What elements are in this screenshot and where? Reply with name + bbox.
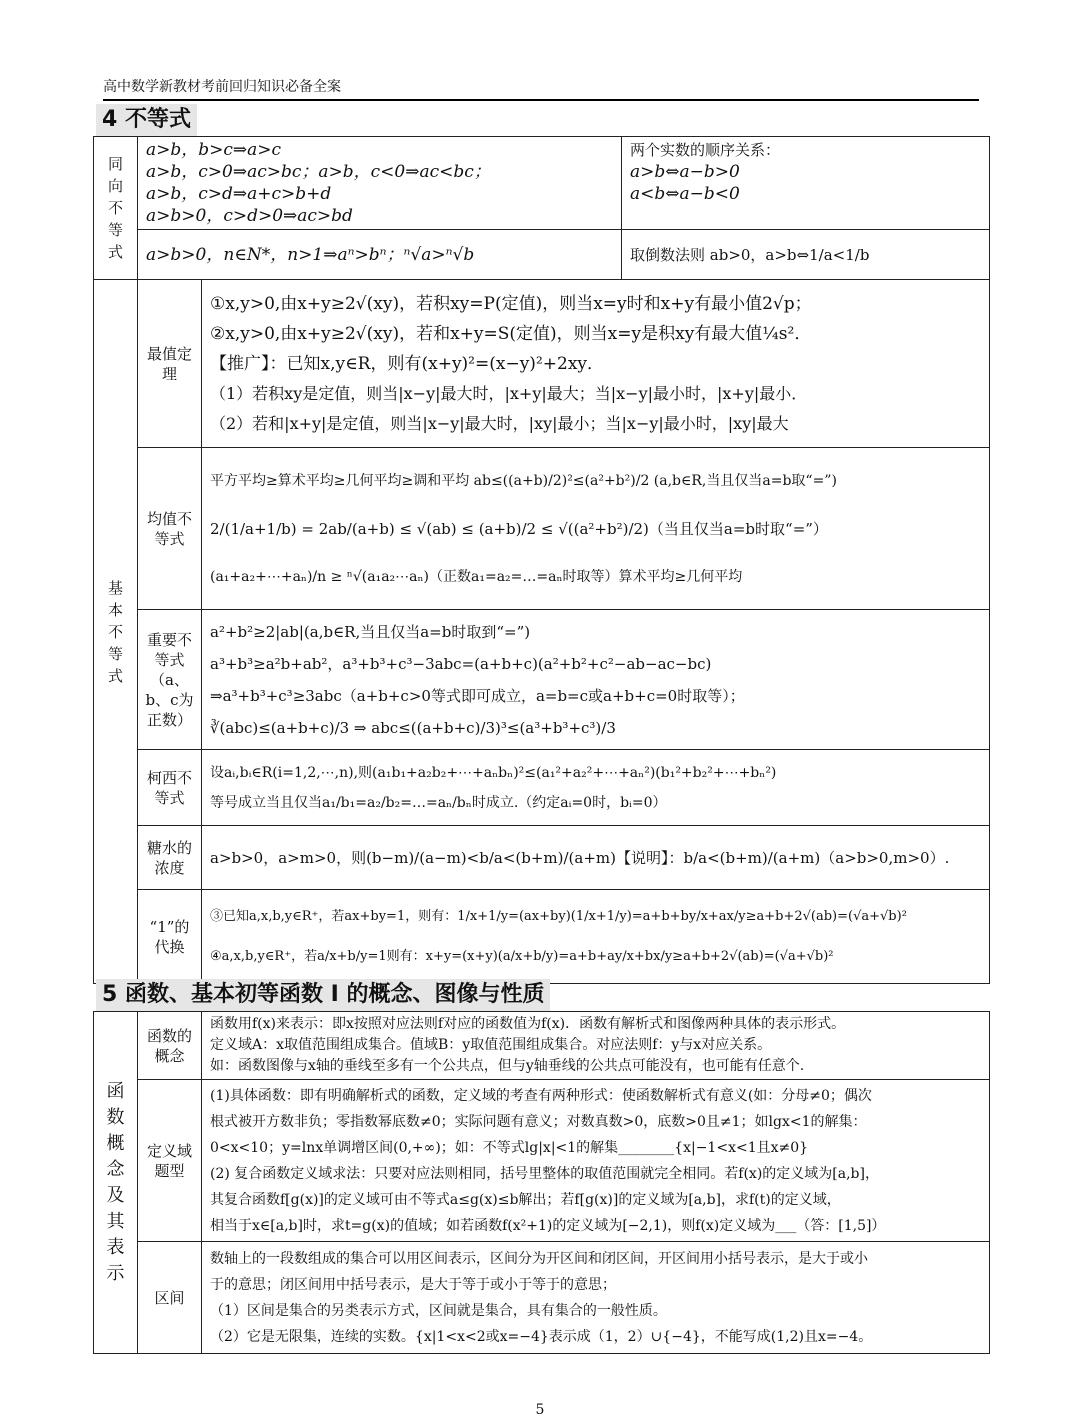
label-zuizhi: 最值定理: [138, 280, 202, 448]
reciprocal-rule: 取倒数法则 ab>0，a>b⇔1/a<1/b: [622, 230, 990, 280]
section-4-title: 4 不等式: [96, 104, 197, 136]
yi-content: ③已知a,x,b,y∈R⁺，若ax+by=1，则有：1/x+1/y=(ax+by)(1/x+1/y)=a+b+by/x+ax/y≥a+b+2√(ab)=(√a+√b)² ④a,x,b,y∈R⁺，若a/x+b/y=1则有：x+y=(x+y)(a/x+b/y)=a+b+ay/x+bx/y≥a+b+2√(ab)=(√a+√b)²: [202, 890, 990, 984]
label-jiben: 基本不等式: [94, 280, 138, 984]
qujian-content: 数轴上的一段数组成的集合可以用区间表示，区间分为开区间和闭区间，开区间用小括号表示，是大于或小 于的意思；闭区间用中括号表示，是大于等于或小于等于的意思； （1）区间是集合的另类表示方式，区间就是集合，具有集合的一般性质。 （2）它是无限集，连续的实数。{x|1<x<2或x=−4}表示成（1，2）∪{−4}，不能写成(1,2)且x=−4。: [202, 1242, 990, 1354]
label-dingyiyu: 定义域题型: [138, 1080, 202, 1242]
label-tongxiang: 同向不等式: [94, 137, 138, 280]
label-yi: “1”的代换: [138, 890, 202, 984]
label-junzhi: 均值不等式: [138, 448, 202, 610]
page-number: 5: [535, 1402, 545, 1418]
inequality-table: [93, 136, 990, 984]
label-qujian: 区间: [138, 1242, 202, 1354]
tangshui-content: a>b>0，a>m>0，则(b−m)/(a−m)<b/a<(b+m)/(a+m)【说明】：b/a<(b+m)/(a+m)（a>b>0,m>0）.: [202, 826, 990, 890]
kexi-content: 设aᵢ,bᵢ∈R(i=1,2,⋯,n),则(a₁b₁+a₂b₂+⋯+aₙbₙ)²≤(a₁²+a₂²+⋯+aₙ²)(b₁²+b₂²+⋯+bₙ²) 等号成立当且仅当a₁/b₁=a₂/b₂=…=aₙ/bₙ时成立.（约定aᵢ=0时，bᵢ=0）: [202, 750, 990, 826]
tongxiang-rules: a>b，b>c⇒a>c a>b，c>0⇒ac>bc；a>b，c<0⇒ac<bc； a>b，c>d⇒a+c>b+d a>b>0，c>d>0⇒ac>bd: [138, 137, 622, 230]
section-5-title: 5 函数、基本初等函数 I 的概念、图像与性质: [96, 979, 550, 1011]
power-rule: a>b>0，n∈N*，n>1⇒aⁿ>bⁿ；ⁿ√a>ⁿ√b: [138, 230, 622, 280]
zuizhi-content: ①x,y>0,由x+y≥2√(xy)，若积xy=P(定值)，则当x=y时和x+y有最小值2√p； ②x,y>0,由x+y≥2√(xy)，若和x+y=S(定值)，则当x=y是积xy有最大值¼s²． 【推广】：已知x,y∈R，则有(x+y)²=(x−y)²+2xy． （1）若积xy是定值，则当|x−y|最大时，|x+y|最大；当|x−y|最小时，|x+y|最小． （2）若和|x+y|是定值，则当|x−y|最大时，|xy|最小；当|x−y|最小时，|xy|最大: [202, 280, 990, 448]
page-header: 高中数学新教材考前回归知识必备全案: [103, 76, 979, 101]
order-relation: 两个实数的顺序关系： a>b⇔a−b>0 a<b⇔a−b<0: [622, 137, 990, 230]
gainian-content: 函数用f(x)来表示：即x按照对应法则f对应的函数值为f(x)．函数有解析式和图像两种具体的表示形式。 定义域A：x取值范围组成集合。值域B：y取值范围组成集合。对应法则f：y与x对应关系。 如：函数图像与x轴的垂线至多有一个公共点，但与y轴垂线的公共点可能没有，也可能有任意个.: [202, 1012, 990, 1080]
label-kexi: 柯西不等式: [138, 750, 202, 826]
label-gainian: 函数的概念: [138, 1012, 202, 1080]
dingyiyu-content: (1)具体函数：即有明确解析式的函数，定义域的考查有两种形式：使函数解析式有意义(如：分母≠0；偶次 根式被开方数非负；零指数幂底数≠0；实际问题有意义；对数真数>0，底数>0且≠1；如lgx<1的解集： 0<x<10；y=lnx单调增区间(0,+∞)；如：不等式lg|x|<1的解集________{x|−1<x<1且x≠0} (2) 复合函数定义域求法：只要对应法则相同，括号里整体的取值范围就完全相同。若f(x)的定义域为[a,b]， 其复合函数f[g(x)]的定义域可由不等式a≤g(x)≤b解出；若f[g(x)]的定义域为[a,b]，求f(t)的定义域， 相当于x∈[a,b]时，求t=g(x)的值域；如若函数f(x²+1)的定义域为[−2,1)，则f(x)定义域为___（答：[1,5]）: [202, 1080, 990, 1242]
function-table: [93, 1011, 990, 1354]
zhongyao-content: a²+b²≥2|ab|(a,b∈R,当且仅当a=b时取到“=”) a³+b³≥a²b+ab²，a³+b³+c³−3abc=(a+b+c)(a²+b²+c²−ab−ac−bc) ⇒a³+b³+c³≥3abc（a+b+c>0等式即可成立，a=b=c或a+b+c=0时取等）； ∛(abc)≤(a+b+c)/3 ⇒ abc≤((a+b+c)/3)³≤(a³+b³+c³)/3: [202, 610, 990, 750]
label-zhongyao: 重要不等式（a、b、c为正数）: [138, 610, 202, 750]
label-tangshui: 糖水的浓度: [138, 826, 202, 890]
label-hanshu: 函数概念及其表示: [94, 1012, 138, 1354]
junzhi-content: 平方平均≥算术平均≥几何平均≥调和平均 ab≤((a+b)/2)²≤(a²+b²)/2 (a,b∈R,当且仅当a=b取“=”) 2/(1/a+1/b) = 2ab/(a+b) ≤ √(ab) ≤ (a+b)/2 ≤ √((a²+b²)/2)（当且仅当a=b时取“=”） (a₁+a₂+⋯+aₙ)/n ≥ ⁿ√(a₁a₂⋯aₙ)（正数a₁=a₂=…=aₙ时取等）算术平均≥几何平均: [202, 448, 990, 610]
